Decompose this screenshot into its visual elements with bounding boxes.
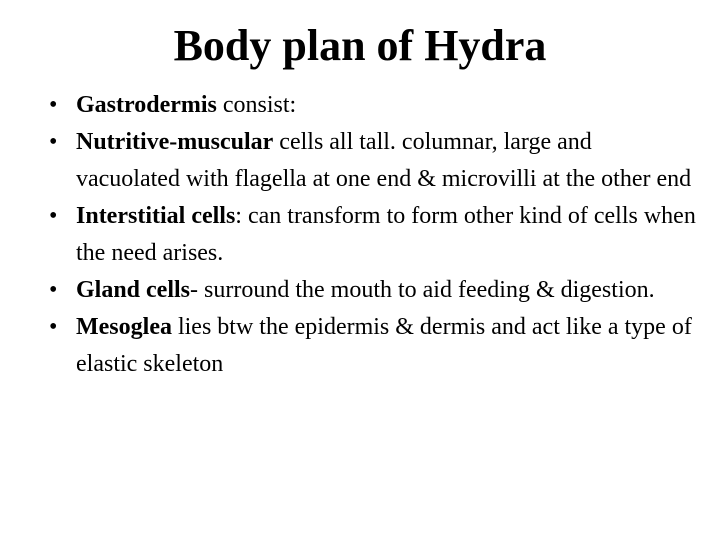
bullet-marker: • [49, 277, 58, 303]
bullet-item-interstitial-cells [49, 198, 699, 272]
bullet-text: : can transform to form other kind of cells when the need arises. [76, 203, 696, 266]
bullet-marker: • [49, 129, 58, 155]
bullet-text: cells all tall. columnar, large and vacuolated with flagella at one end & microvilli at the other end [76, 129, 692, 192]
bullet-item-gastrodermis [49, 87, 699, 124]
bullet-item-mesoglea [49, 309, 699, 383]
bullet-lead: Interstitial cells [76, 203, 236, 229]
bullet-item-nutritive-muscular [49, 124, 699, 198]
bullet-marker: • [49, 203, 58, 229]
bullet-text: consist: [216, 92, 297, 118]
bullet-lead: Gastrodermis [76, 92, 217, 118]
bullet-lead: Nutritive-muscular [76, 129, 274, 155]
bullet-lead: Mesoglea [76, 314, 172, 340]
bullet-marker: • [49, 314, 58, 340]
bullet-text: - surround the mouth to aid feeding & digestion. [190, 277, 655, 303]
slide-title: Body plan of Hydra [173, 21, 547, 70]
bullet-item-gland-cells [49, 272, 699, 309]
bullet-text: lies btw the epidermis & dermis and act like a type of elastic skeleton [76, 314, 692, 377]
bullet-marker: • [49, 92, 58, 118]
bullet-list [49, 87, 699, 383]
bullet-lead: Gland cells [76, 277, 191, 303]
